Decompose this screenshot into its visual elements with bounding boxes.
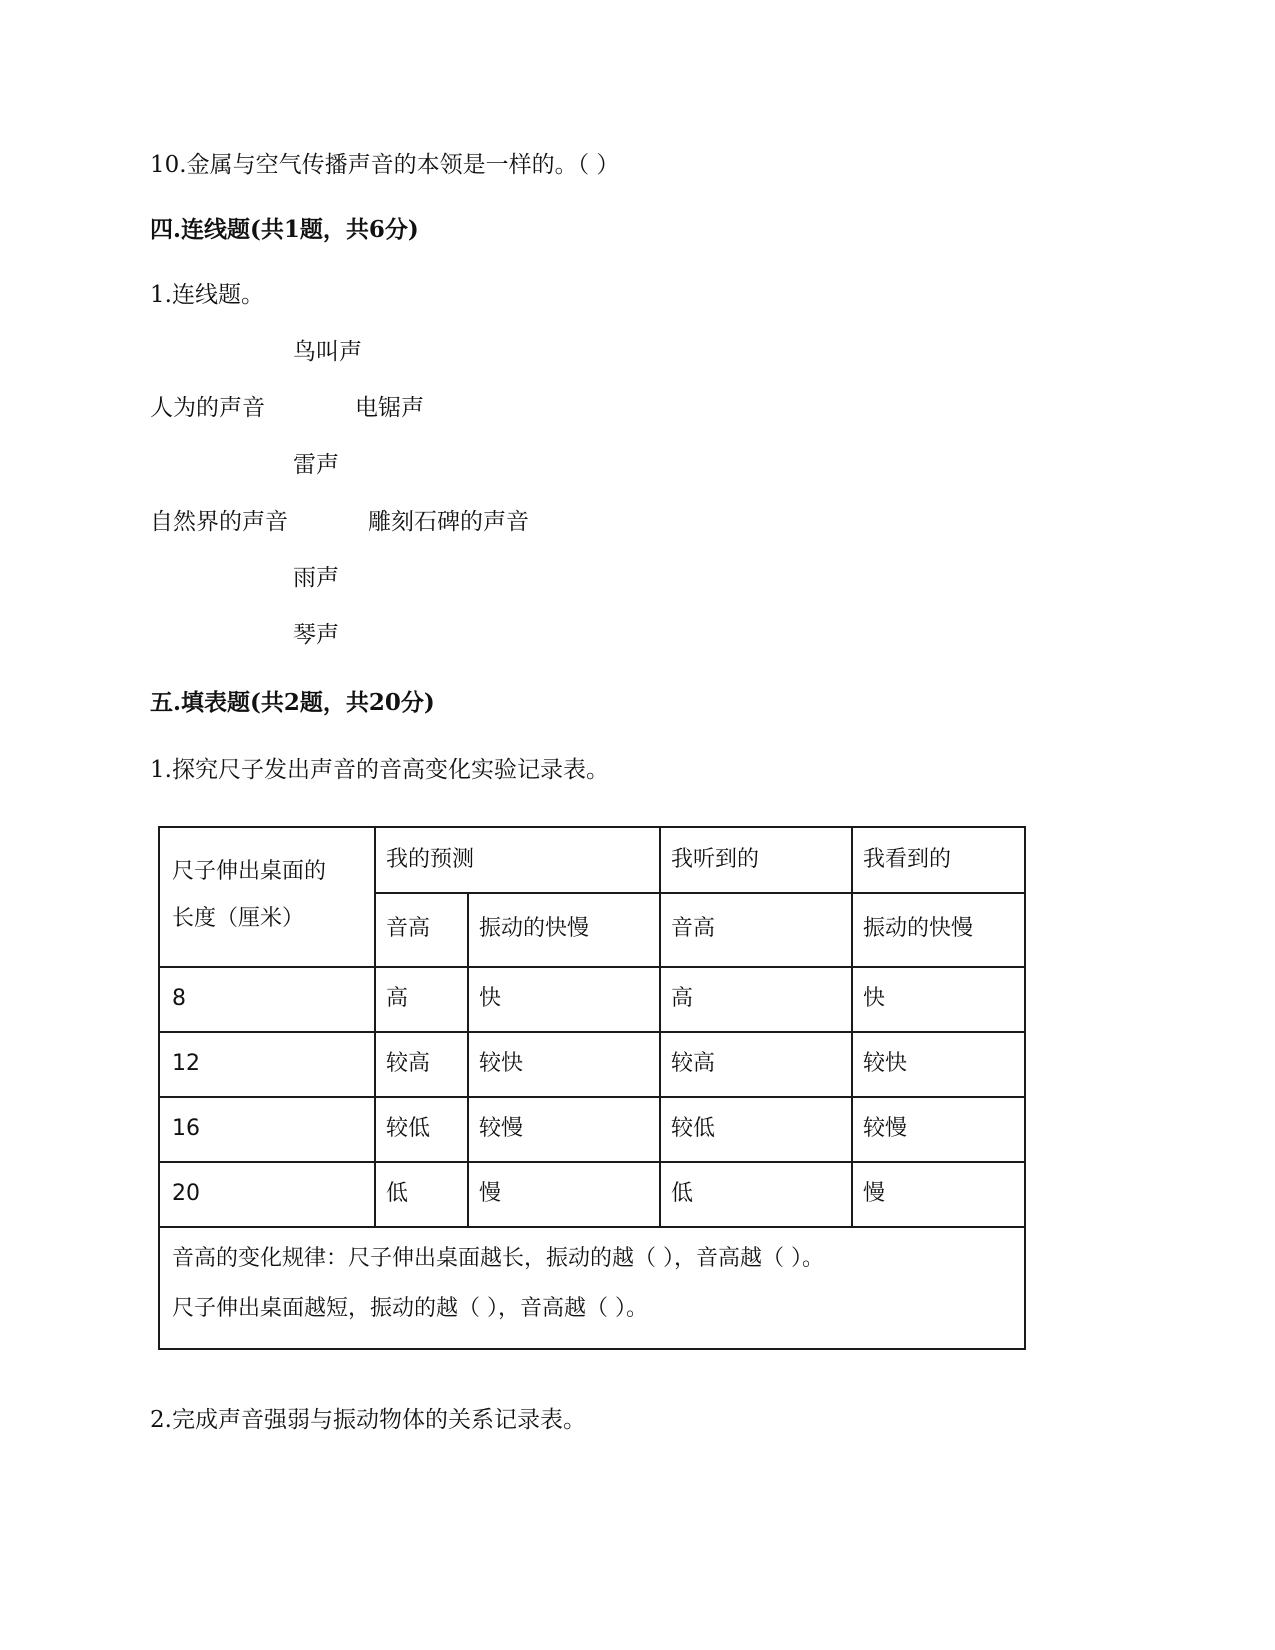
table-cell: 低: [386, 1181, 409, 1206]
table-cell: 16: [172, 1116, 200, 1141]
table-cell: 快: [863, 986, 886, 1011]
table-question-1: 1.探究尺子发出声音的音高变化实验记录表。: [150, 757, 609, 783]
table-cell: 快: [479, 986, 502, 1011]
matching-right-item: 雷声: [293, 452, 339, 478]
table-cell: 较慢: [479, 1116, 524, 1141]
matching-question-1: 1.连线题。: [150, 282, 264, 308]
matching-right-item: 雨声: [293, 565, 339, 591]
table-cell: 8: [172, 986, 186, 1011]
sub-header-pitch: 音高: [386, 916, 431, 941]
table-cell: 较低: [671, 1116, 716, 1141]
table-cell: 较低: [386, 1116, 431, 1141]
length-header: 尺子伸出桌面的: [172, 859, 327, 884]
sub-header-pitch: 音高: [671, 916, 716, 941]
table-cell: 较慢: [863, 1116, 908, 1141]
pitch-rule-line: 尺子伸出桌面越短，振动的越（ ），音高越（ ）。: [172, 1296, 648, 1321]
group-header-seen: 我看到的: [863, 847, 952, 872]
sub-header-vibration: 振动的快慢: [479, 916, 590, 941]
table-cell: 高: [386, 986, 409, 1011]
table-cell: 20: [172, 1181, 200, 1206]
length-header: 长度（厘米）: [172, 906, 305, 931]
matching-right-item: 电锯声: [355, 395, 424, 421]
table-cell: 低: [671, 1181, 694, 1206]
table-cell: 较高: [671, 1051, 716, 1076]
pitch-rule-line: 音高的变化规律：尺子伸出桌面越长，振动的越（ ），音高越（ ）。: [172, 1246, 824, 1271]
pitch-record-table: [158, 826, 1026, 1350]
group-header-prediction: 我的预测: [386, 847, 475, 872]
table-cell: 较高: [386, 1051, 431, 1076]
section-4-heading: 四.连线题(共1题，共6分): [150, 216, 419, 243]
question-10: 10.金属与空气传播声音的本领是一样的。（ ）: [150, 152, 620, 178]
matching-right-item: 雕刻石碑的声音: [368, 509, 529, 535]
table-cell: 较快: [479, 1051, 524, 1076]
matching-right-item: 琴声: [293, 622, 339, 648]
matching-right-item: 鸟叫声: [293, 339, 362, 365]
section-5-heading: 五.填表题(共2题，共20分): [150, 689, 435, 716]
table-cell: 慢: [479, 1181, 502, 1206]
group-header-heard: 我听到的: [671, 847, 760, 872]
table-question-2: 2.完成声音强弱与振动物体的关系记录表。: [150, 1407, 586, 1433]
sub-header-vibration: 振动的快慢: [863, 916, 974, 941]
table-cell: 慢: [863, 1181, 886, 1206]
table-cell: 高: [671, 986, 694, 1011]
matching-left-item: 自然界的声音: [150, 509, 288, 535]
table-cell: 12: [172, 1051, 200, 1076]
table-cell: 较快: [863, 1051, 908, 1076]
matching-left-item: 人为的声音: [150, 395, 265, 421]
